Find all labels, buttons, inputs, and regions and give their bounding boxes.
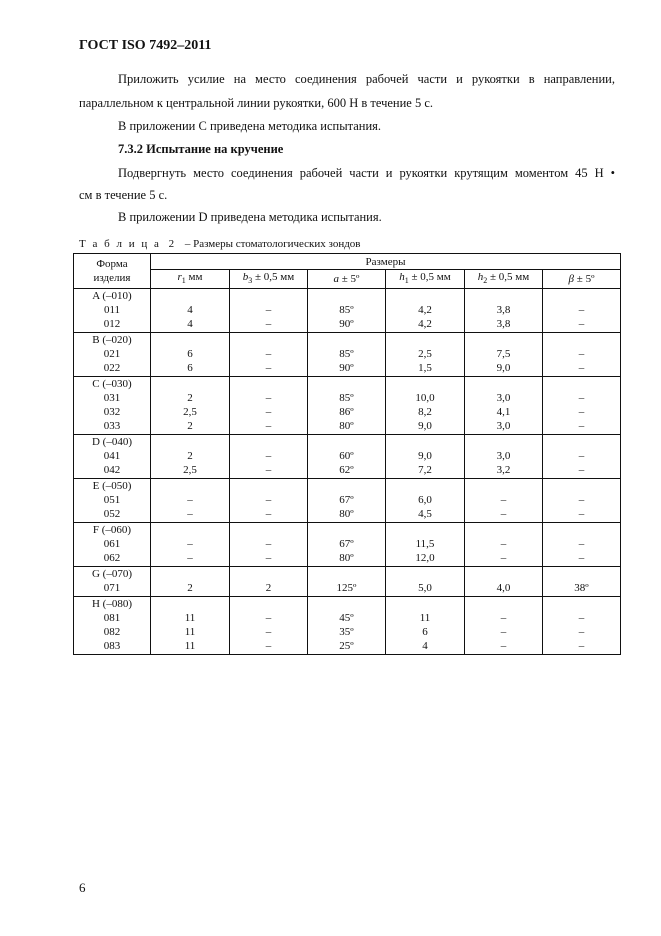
- cell-r1: 11: [151, 625, 230, 639]
- table-row: [74, 391, 621, 405]
- cell-h2: 7,5: [465, 347, 543, 361]
- cell-b3: –: [230, 625, 308, 639]
- table-row: [74, 639, 621, 655]
- empty-cell: [543, 523, 621, 538]
- table-caption-text: – Размеры стоматологических зондов: [184, 238, 361, 250]
- cell-form: 033: [74, 419, 151, 435]
- cell-a: 90º: [308, 361, 386, 377]
- empty-cell: [151, 289, 230, 304]
- cell-form: 081: [74, 611, 151, 625]
- cell-h1: 4,5: [386, 507, 465, 523]
- cell-a: 85º: [308, 347, 386, 361]
- empty-cell: [308, 377, 386, 392]
- empty-cell: [308, 289, 386, 304]
- empty-cell: [151, 479, 230, 494]
- cell-h1: 11,5: [386, 537, 465, 551]
- cell-r1: 2: [151, 419, 230, 435]
- empty-cell: [543, 567, 621, 582]
- group-name: E (–050): [74, 479, 151, 494]
- cell-a: 62º: [308, 463, 386, 479]
- empty-cell: [386, 597, 465, 612]
- cell-form: 062: [74, 551, 151, 567]
- cell-h1: 6: [386, 625, 465, 639]
- cell-r1: 11: [151, 639, 230, 655]
- table-group: [74, 567, 621, 597]
- cell-r1: –: [151, 537, 230, 551]
- cell-r1: 11: [151, 611, 230, 625]
- empty-cell: [308, 333, 386, 348]
- cell-h1: 7,2: [386, 463, 465, 479]
- table-row: [74, 347, 621, 361]
- cell-beta: –: [543, 551, 621, 567]
- table-caption-number: 2: [168, 238, 175, 250]
- table-group: [74, 523, 621, 567]
- empty-cell: [308, 597, 386, 612]
- cell-beta: –: [543, 303, 621, 317]
- cell-h1: 12,0: [386, 551, 465, 567]
- table-row: [74, 419, 621, 435]
- cell-b3: –: [230, 303, 308, 317]
- cell-form: 071: [74, 581, 151, 597]
- table-group: [74, 377, 621, 435]
- cell-h2: –: [465, 507, 543, 523]
- cell-r1: –: [151, 507, 230, 523]
- cell-h2: –: [465, 493, 543, 507]
- empty-cell: [543, 597, 621, 612]
- table-row: [74, 405, 621, 419]
- table-row: [74, 625, 621, 639]
- table-row: [74, 361, 621, 377]
- empty-cell: [465, 479, 543, 494]
- column-header-b3: $b_3 \pm 0,5$ мм: [230, 270, 308, 289]
- cell-beta: –: [543, 347, 621, 361]
- cell-h1: 10,0: [386, 391, 465, 405]
- cell-a: 90º: [308, 317, 386, 333]
- empty-cell: [465, 435, 543, 450]
- column-header-a: a ± 5º: [308, 270, 386, 289]
- cell-beta: –: [543, 507, 621, 523]
- cell-a: 85º: [308, 303, 386, 317]
- cell-a: 80º: [308, 551, 386, 567]
- empty-cell: [465, 597, 543, 612]
- cell-beta: –: [543, 405, 621, 419]
- cell-a: 67º: [308, 493, 386, 507]
- column-header-h1: $h_1 \pm 0,5$ мм: [386, 270, 465, 289]
- table-row: [74, 317, 621, 333]
- empty-cell: [308, 479, 386, 494]
- table-group: [74, 435, 621, 479]
- cell-h2: –: [465, 537, 543, 551]
- cell-form: 022: [74, 361, 151, 377]
- empty-cell: [465, 333, 543, 348]
- cell-h1: 1,5: [386, 361, 465, 377]
- paragraph-3-line-1: Подвергнуть место соединения рабочей части и рукоятки крутящим моментом 45 Н •: [118, 166, 615, 180]
- cell-beta: –: [543, 537, 621, 551]
- group-name: G (–070): [74, 567, 151, 582]
- cell-b3: –: [230, 419, 308, 435]
- empty-cell: [543, 377, 621, 392]
- cell-a: 80º: [308, 507, 386, 523]
- empty-cell: [308, 567, 386, 582]
- table-group-row: [74, 523, 621, 538]
- cell-b3: –: [230, 449, 308, 463]
- cell-h1: 4,2: [386, 303, 465, 317]
- table-caption-label: Т а б л и ц а: [79, 238, 161, 250]
- empty-cell: [230, 333, 308, 348]
- empty-cell: [465, 289, 543, 304]
- section-heading: 7.3.2 Испытание на кручение: [118, 142, 284, 156]
- cell-h2: 4,1: [465, 405, 543, 419]
- paragraph-1-line-1: Приложить усилие на место соединения рабочей части и рукоятки в направлении,: [118, 72, 615, 86]
- empty-cell: [230, 289, 308, 304]
- cell-h1: 2,5: [386, 347, 465, 361]
- table-row: [74, 537, 621, 551]
- empty-cell: [151, 435, 230, 450]
- cell-form: 032: [74, 405, 151, 419]
- cell-b3: –: [230, 537, 308, 551]
- cell-form: 011: [74, 303, 151, 317]
- cell-h2: 9,0: [465, 361, 543, 377]
- cell-b3: –: [230, 507, 308, 523]
- cell-h1: 6,0: [386, 493, 465, 507]
- cell-b3: –: [230, 391, 308, 405]
- group-name: C (–030): [74, 377, 151, 392]
- cell-r1: 4: [151, 303, 230, 317]
- cell-h2: –: [465, 639, 543, 655]
- cell-r1: 4: [151, 317, 230, 333]
- cell-b3: –: [230, 551, 308, 567]
- cell-h1: 9,0: [386, 419, 465, 435]
- group-name: F (–060): [74, 523, 151, 538]
- paragraph-2: В приложении С приведена методика испытания.: [118, 119, 382, 133]
- cell-beta: –: [543, 419, 621, 435]
- empty-cell: [151, 333, 230, 348]
- cell-form: 041: [74, 449, 151, 463]
- cell-a: 125º: [308, 581, 386, 597]
- group-name: H (–080): [74, 597, 151, 612]
- empty-cell: [151, 597, 230, 612]
- cell-form: 051: [74, 493, 151, 507]
- cell-h2: –: [465, 611, 543, 625]
- empty-cell: [230, 597, 308, 612]
- cell-a: 86º: [308, 405, 386, 419]
- table-row: [74, 303, 621, 317]
- table-group-row: [74, 479, 621, 494]
- page-number: 6: [79, 880, 86, 895]
- table-row: [74, 581, 621, 597]
- cell-form: 031: [74, 391, 151, 405]
- cell-h2: 3,0: [465, 391, 543, 405]
- table-row: [74, 493, 621, 507]
- cell-h2: –: [465, 625, 543, 639]
- cell-h1: 4,2: [386, 317, 465, 333]
- cell-form: 082: [74, 625, 151, 639]
- document-header: ГОСТ ISO 7492–2011: [79, 38, 212, 53]
- cell-b3: –: [230, 463, 308, 479]
- cell-h2: 3,8: [465, 317, 543, 333]
- cell-h1: 11: [386, 611, 465, 625]
- cell-h2: –: [465, 551, 543, 567]
- table-group-row: [74, 333, 621, 348]
- cell-b3: –: [230, 611, 308, 625]
- empty-cell: [543, 479, 621, 494]
- cell-b3: –: [230, 405, 308, 419]
- cell-h2: 4,0: [465, 581, 543, 597]
- header-form-line-1: Форма: [96, 258, 128, 271]
- empty-cell: [465, 523, 543, 538]
- empty-cell: [465, 567, 543, 582]
- table-group-row: [74, 567, 621, 582]
- cell-form: 061: [74, 537, 151, 551]
- cell-a: 25º: [308, 639, 386, 655]
- empty-cell: [386, 289, 465, 304]
- empty-cell: [230, 479, 308, 494]
- group-name: D (–040): [74, 435, 151, 450]
- cell-r1: 6: [151, 347, 230, 361]
- empty-cell: [543, 435, 621, 450]
- table-group: [74, 289, 621, 333]
- empty-cell: [543, 289, 621, 304]
- paragraph-1-line-2: параллельном к центральной линии рукоятки, 600 Н в течение 5 с.: [79, 96, 434, 110]
- empty-cell: [386, 435, 465, 450]
- table-caption: [79, 238, 361, 250]
- cell-b3: –: [230, 317, 308, 333]
- cell-beta: –: [543, 463, 621, 479]
- cell-beta: –: [543, 449, 621, 463]
- table-row: [74, 507, 621, 523]
- cell-h2: 3,0: [465, 419, 543, 435]
- cell-beta: –: [543, 625, 621, 639]
- empty-cell: [465, 377, 543, 392]
- empty-cell: [386, 567, 465, 582]
- cell-beta: 38º: [543, 581, 621, 597]
- cell-h1: 8,2: [386, 405, 465, 419]
- empty-cell: [386, 377, 465, 392]
- table-group-row: [74, 289, 621, 304]
- cell-beta: –: [543, 639, 621, 655]
- table-group: [74, 479, 621, 523]
- empty-cell: [230, 567, 308, 582]
- empty-cell: [308, 523, 386, 538]
- cell-r1: –: [151, 493, 230, 507]
- header-sizes: Размеры: [151, 254, 621, 270]
- empty-cell: [230, 377, 308, 392]
- probe-dimensions-table: [73, 253, 621, 655]
- cell-beta: –: [543, 611, 621, 625]
- cell-a: 67º: [308, 537, 386, 551]
- table-group-row: [74, 377, 621, 392]
- table-row: [74, 463, 621, 479]
- table-row: [74, 611, 621, 625]
- cell-r1: 2: [151, 581, 230, 597]
- cell-h1: 9,0: [386, 449, 465, 463]
- cell-r1: 2: [151, 391, 230, 405]
- cell-form: 012: [74, 317, 151, 333]
- cell-beta: –: [543, 317, 621, 333]
- empty-cell: [543, 333, 621, 348]
- cell-b3: –: [230, 361, 308, 377]
- table-group: [74, 333, 621, 377]
- cell-a: 85º: [308, 391, 386, 405]
- cell-h2: 3,0: [465, 449, 543, 463]
- empty-cell: [151, 567, 230, 582]
- cell-b3: –: [230, 639, 308, 655]
- cell-r1: 2,5: [151, 463, 230, 479]
- cell-r1: 6: [151, 361, 230, 377]
- cell-a: 45º: [308, 611, 386, 625]
- group-name: B (–020): [74, 333, 151, 348]
- cell-a: 35º: [308, 625, 386, 639]
- header-form: [74, 254, 151, 289]
- cell-beta: –: [543, 493, 621, 507]
- cell-form: 021: [74, 347, 151, 361]
- cell-h1: 4: [386, 639, 465, 655]
- empty-cell: [151, 523, 230, 538]
- cell-b3: –: [230, 493, 308, 507]
- empty-cell: [151, 377, 230, 392]
- cell-beta: –: [543, 361, 621, 377]
- cell-b3: –: [230, 347, 308, 361]
- paragraph-4: В приложении D приведена методика испытания.: [118, 210, 382, 224]
- column-header-r1: $r_1$ мм: [151, 270, 230, 289]
- cell-form: 083: [74, 639, 151, 655]
- empty-cell: [230, 523, 308, 538]
- column-header-h2: $h_2 \pm 0,5$ мм: [465, 270, 543, 289]
- cell-form: 052: [74, 507, 151, 523]
- table-group-row: [74, 597, 621, 612]
- cell-h1: 5,0: [386, 581, 465, 597]
- header-form-line-2: изделия: [93, 272, 131, 285]
- cell-h2: 3,8: [465, 303, 543, 317]
- table-group: [74, 597, 621, 655]
- empty-cell: [230, 435, 308, 450]
- cell-form: 042: [74, 463, 151, 479]
- cell-a: 80º: [308, 419, 386, 435]
- cell-r1: –: [151, 551, 230, 567]
- paragraph-3-line-2: см в течение 5 с.: [79, 188, 168, 202]
- group-name: A (–010): [74, 289, 151, 304]
- cell-beta: –: [543, 391, 621, 405]
- column-header-beta: β ± 5º: [543, 270, 621, 289]
- cell-r1: 2,5: [151, 405, 230, 419]
- cell-h2: 3,2: [465, 463, 543, 479]
- table-group-row: [74, 435, 621, 450]
- cell-r1: 2: [151, 449, 230, 463]
- empty-cell: [386, 479, 465, 494]
- cell-b3: 2: [230, 581, 308, 597]
- empty-cell: [308, 435, 386, 450]
- table-row: [74, 449, 621, 463]
- table-row: [74, 551, 621, 567]
- empty-cell: [386, 523, 465, 538]
- empty-cell: [386, 333, 465, 348]
- cell-a: 60º: [308, 449, 386, 463]
